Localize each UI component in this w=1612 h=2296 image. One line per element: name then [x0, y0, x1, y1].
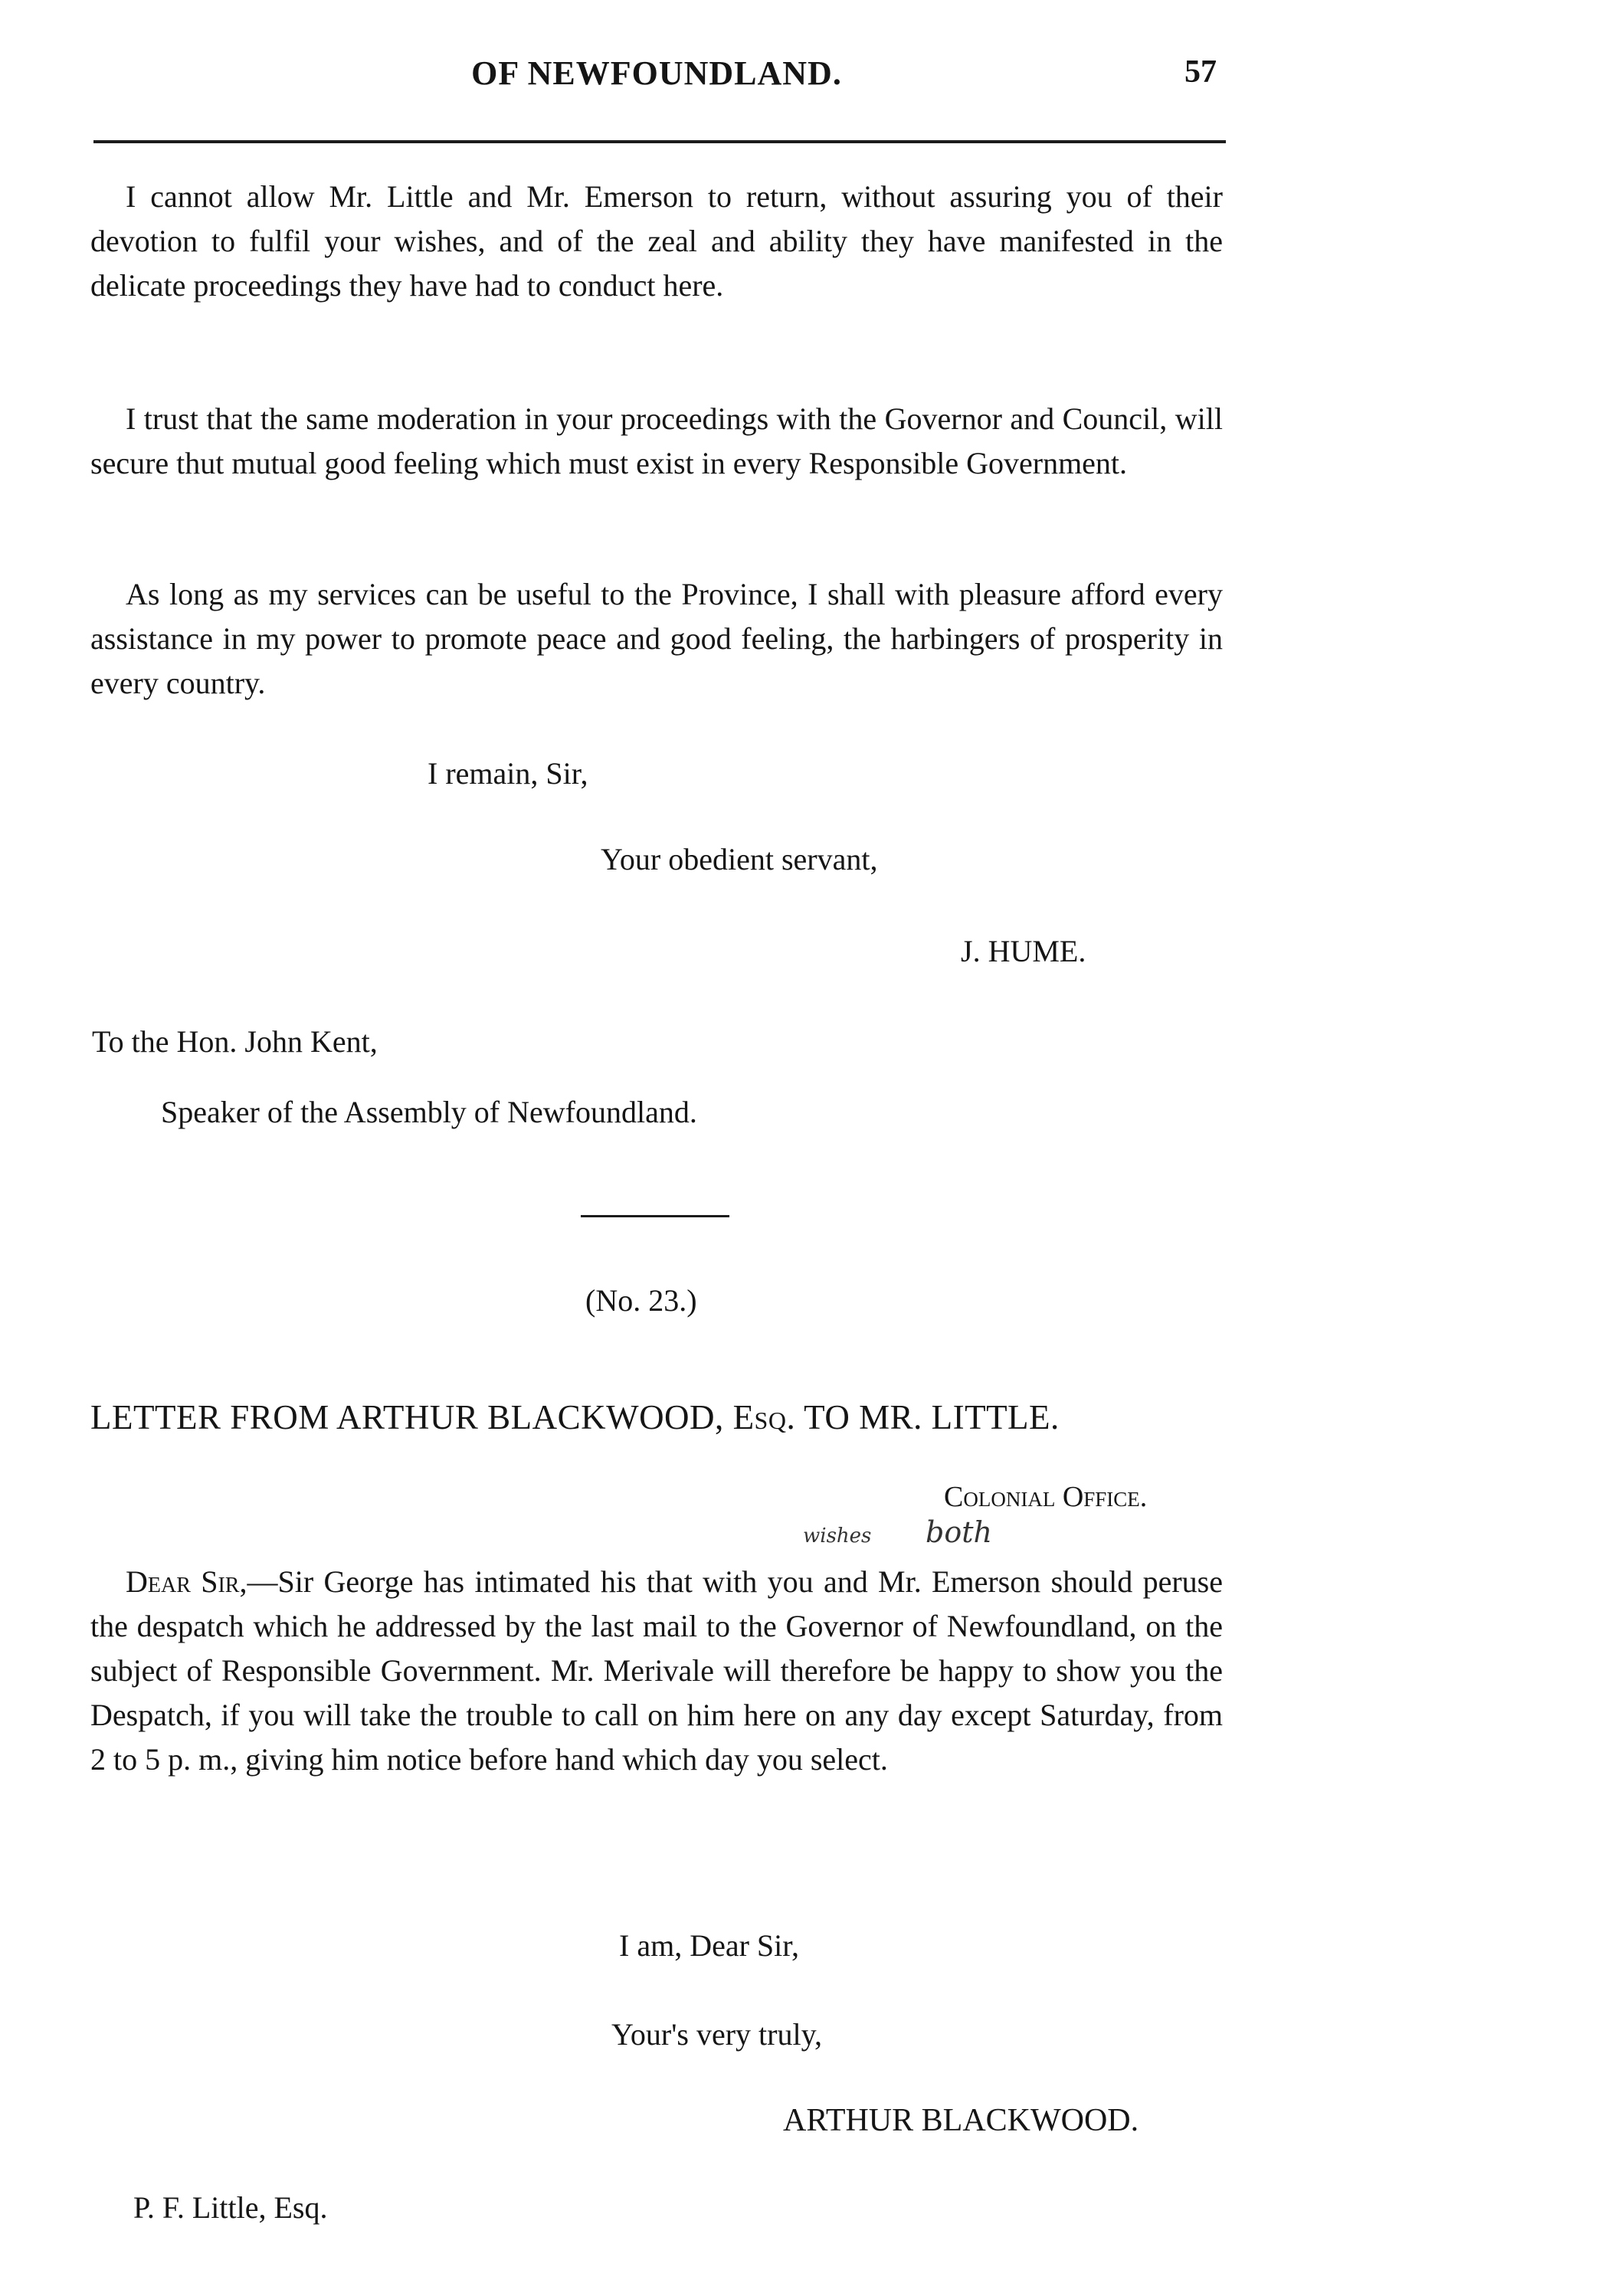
letter1-paragraph-1: I cannot allow Mr. Little and Mr. Emerson to return, without assuring you of their devotion to fulfil your wishes, and of the zeal and ability they have manifested in the delicate proceedings they have had to conduct here.: [90, 179, 1223, 303]
letter2-heading-part2: TO MR. LITTLE.: [795, 1398, 1060, 1436]
letter2-signature: ARTHUR BLACKWOOD.: [783, 2103, 1139, 2138]
running-title: OF NEWFOUNDLAND.: [471, 54, 842, 92]
letter2-heading-esq: Esq.: [732, 1398, 796, 1436]
section-divider: [581, 1215, 729, 1217]
letter2-closing-1: I am, Dear Sir,: [619, 1928, 799, 1963]
document-page: [90, 0, 1223, 2296]
letter1-addressee-2: Speaker of the Assembly of Newfoundland.: [161, 1095, 697, 1129]
letter2-body: [90, 1560, 1223, 1782]
letter2-body-text: —Sir George has intimated his that with you and Mr. Emerson should peruse the despatch which he addressed by the last mail to the Governor of Newfoundland, on the subject of Responsible Government. Mr. Merivale will therefore be happy to show you the Despatch, if you will take the trouble to call on him here on any day except Saturday, from 2 to 5 p. m., giving him notice before hand which day you select.: [90, 1564, 1223, 1777]
letter1-paragraph-3: As long as my services can be useful to the Province, I shall with pleasure afford every assistance in my power to promote peace and good feeling, the harbingers of prosperity in every country.: [90, 577, 1223, 700]
letter1-signature: J. HUME.: [961, 934, 1086, 968]
letter2-heading: [90, 1397, 1223, 1437]
letter1-paragraph-2: I trust that the same moderation in your proceedings with the Governor and Council, will secure thut mutual good feeling which must exist in every Responsible Government.: [90, 401, 1223, 480]
letter1-closing-2: Your obedient servant,: [601, 842, 878, 876]
letter2-closing-2: Your's very truly,: [611, 2017, 822, 2052]
letter2-office: Colonial Office.: [944, 1481, 1148, 1513]
letter2-number: (No. 23.): [585, 1283, 697, 1318]
handwritten-annotation-2: both: [926, 1515, 992, 1549]
letter1-addressee-1: To the Hon. John Kent,: [92, 1024, 378, 1059]
letter1-closing-1: I remain, Sir,: [428, 756, 588, 791]
letter2-addressee: P. F. Little, Esq.: [133, 2190, 328, 2225]
handwritten-annotation-1: wishes: [803, 1525, 872, 1548]
page-number: 57: [1184, 54, 1217, 90]
letter2-salutation: Dear Sir,: [126, 1564, 247, 1599]
running-head: [90, 54, 1223, 100]
header-rule: [93, 140, 1226, 143]
letter2-heading-part1: LETTER FROM ARTHUR BLACKWOOD,: [90, 1398, 733, 1436]
